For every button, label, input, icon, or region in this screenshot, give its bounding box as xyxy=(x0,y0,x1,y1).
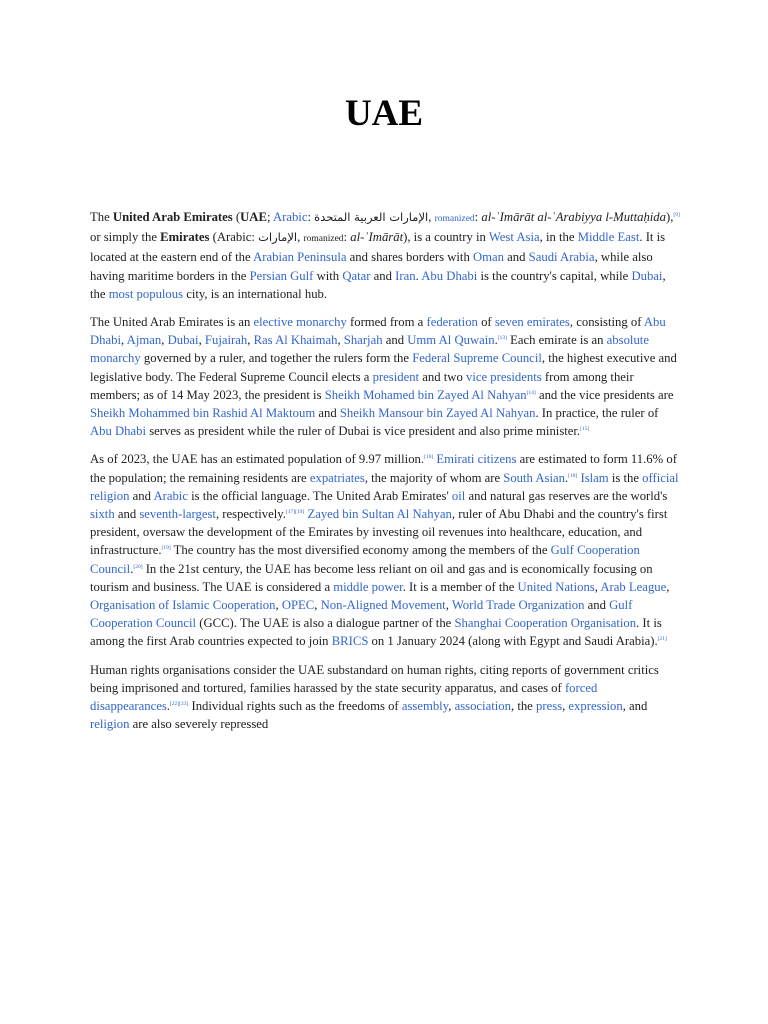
text: , in the xyxy=(539,230,578,245)
citation[interactable]: [13] xyxy=(497,335,507,342)
paragraph-government xyxy=(90,313,680,440)
link-persian-gulf[interactable]: Persian Gulf xyxy=(249,268,314,283)
text: . xyxy=(494,333,498,348)
text: , xyxy=(297,230,304,245)
text: The country has the most diversified economy among the members of the xyxy=(170,543,551,558)
paragraph-intro xyxy=(90,208,680,303)
text: The United Arab Emirates is an xyxy=(90,315,254,330)
text: and two xyxy=(419,369,466,384)
link-mohamed-bin-zayed[interactable]: Sheikh Mohamed bin Zayed Al Nahyan xyxy=(324,387,527,402)
link-elective-monarchy[interactable]: elective monarchy xyxy=(253,315,347,330)
text: ), xyxy=(666,210,674,224)
text: In the 21st century, the UAE has become less reliant on oil and gas and is economically focusing on tourism and business. The UAE is considered a xyxy=(90,561,653,594)
link-fujairah[interactable]: Fujairah xyxy=(204,333,248,348)
text: and xyxy=(315,406,340,421)
link-forced-disappearances[interactable]: forced disappearances xyxy=(90,680,598,714)
link-arab-league[interactable]: Arab League xyxy=(600,579,667,594)
link-romanized[interactable]: romanized xyxy=(434,214,475,224)
text: , xyxy=(594,579,601,594)
text: Individual rights such as the freedoms of xyxy=(188,699,402,714)
text: , xyxy=(448,699,455,714)
link-ajman[interactable]: Ajman xyxy=(126,333,162,348)
text: , the highest executive and legislative body. The Federal Supreme Council elects a xyxy=(90,351,677,384)
link-islam[interactable]: Islam xyxy=(580,470,609,485)
text: , xyxy=(337,333,344,348)
link-president[interactable]: president xyxy=(372,369,420,384)
link-west-asia[interactable]: West Asia xyxy=(488,230,540,245)
citation[interactable]: [15] xyxy=(580,426,590,433)
link-wto[interactable]: World Trade Organization xyxy=(451,598,585,613)
text: city, is an international hub. xyxy=(183,286,328,301)
text: and xyxy=(382,333,408,348)
link-official-religion[interactable]: official religion xyxy=(90,470,679,503)
link-seventh-largest[interactable]: seventh-largest xyxy=(139,507,216,522)
link-arabic[interactable]: Arabic xyxy=(272,210,308,224)
text: , xyxy=(428,210,435,224)
text: , xyxy=(121,333,127,348)
text: and xyxy=(584,598,610,613)
link-press[interactable]: press xyxy=(536,699,563,714)
link-dubai[interactable]: Dubai xyxy=(167,333,199,348)
bold-term: Emirates xyxy=(160,230,210,245)
text: , and xyxy=(622,699,648,714)
text: . It is among the first Arab countries expected to join xyxy=(90,616,662,649)
paragraph-demographics xyxy=(90,450,680,650)
link-assembly[interactable]: assembly xyxy=(401,699,449,714)
text: , the xyxy=(90,268,666,301)
link-vice-presidents[interactable]: vice presidents xyxy=(465,369,542,384)
bold-term: United Arab Emirates xyxy=(112,210,233,224)
text: As of 2023, the UAE has an estimated population of 9.97 million. xyxy=(90,452,425,467)
link-south-asian[interactable]: South Asian xyxy=(503,470,565,485)
article-body xyxy=(90,208,680,743)
italic-term: al-ʾImārāt xyxy=(350,230,404,245)
text: formed from a xyxy=(346,315,427,330)
link-expatriates[interactable]: expatriates xyxy=(309,470,365,485)
text: is the country's capital, while xyxy=(477,268,632,283)
text: : xyxy=(307,210,315,224)
text: are also severely repressed xyxy=(129,717,269,732)
text: , ruler of Abu Dhabi and the country's first president, oversaw the development of the Emirates by investing oil revenues into healthcare, education, and infrastructure. xyxy=(90,507,668,558)
link-qatar[interactable]: Qatar xyxy=(342,268,371,283)
link-zayed-bin-sultan[interactable]: Zayed bin Sultan Al Nahyan xyxy=(307,507,452,522)
text: and xyxy=(129,488,154,503)
link-saudi-arabia[interactable]: Saudi Arabia xyxy=(528,250,595,265)
text: . xyxy=(564,470,569,485)
link-expression[interactable]: expression xyxy=(568,699,623,714)
citation[interactable]: [18] xyxy=(568,472,578,479)
text: from among their members; as of 14 May 2023, the president is xyxy=(90,369,634,402)
text: , while also having maritime borders in the xyxy=(90,250,653,283)
text: , the majority of whom are xyxy=(364,470,504,485)
text: and xyxy=(114,507,140,522)
link-arabian-peninsula[interactable]: Arabian Peninsula xyxy=(253,250,347,265)
link-arabic[interactable]: Arabic xyxy=(153,488,188,503)
text: on 1 January 2024 (along with Egypt and Saudi Arabia). xyxy=(368,634,658,649)
link-abu-dhabi[interactable]: Abu Dhabi xyxy=(90,315,666,348)
link-gcc[interactable]: Gulf Cooperation Council xyxy=(90,598,633,631)
link-seven-emirates[interactable]: seven emirates xyxy=(494,315,570,330)
link-abu-dhabi[interactable]: Abu Dhabi xyxy=(90,424,147,439)
link-umm-al-quwain[interactable]: Umm Al Quwain xyxy=(407,333,495,348)
text: , xyxy=(445,598,452,613)
link-mohammed-bin-rashid[interactable]: Sheikh Mohammed bin Rashid Al Maktoum xyxy=(90,406,316,421)
text: , xyxy=(666,579,670,594)
link-federation[interactable]: federation xyxy=(426,315,478,330)
text: : xyxy=(343,230,351,245)
text: Human rights organisations consider the UAE substandard on human rights, citing reports of government critics being imprisoned and tortured, families harassed by the state security apparatus, and cases of xyxy=(90,662,659,695)
link-sixth[interactable]: sixth xyxy=(90,507,115,522)
link-iran[interactable]: Iran xyxy=(395,268,416,283)
text: and xyxy=(504,250,529,265)
text: (Arabic: xyxy=(209,230,259,245)
link-federal-supreme-council[interactable]: Federal Supreme Council xyxy=(412,351,542,366)
romanized-label: romanized xyxy=(303,234,344,245)
citation[interactable]: [14] xyxy=(526,389,536,396)
text: are estimated to form 11.6% of the population; the remaining residents are xyxy=(90,452,677,485)
link-association[interactable]: association xyxy=(454,699,511,714)
link-ras-al-khaimah[interactable]: Ras Al Khaimah xyxy=(253,333,338,348)
paragraph-human-rights xyxy=(90,661,680,734)
link-united-nations[interactable]: United Nations xyxy=(517,579,595,594)
citation[interactable]: [16] xyxy=(424,454,434,461)
link-abu-dhabi[interactable]: Abu Dhabi xyxy=(421,268,478,283)
citation[interactable]: [22][23] xyxy=(169,701,189,708)
link-sharjah[interactable]: Sharjah xyxy=(343,333,383,348)
text: ), is a country in xyxy=(403,230,489,245)
text: . It is a member of the xyxy=(402,579,518,594)
text: . xyxy=(166,699,170,714)
text: . xyxy=(415,268,422,283)
citation[interactable]: [20] xyxy=(133,563,143,570)
text: , xyxy=(198,333,205,348)
text: : xyxy=(474,210,482,224)
text: and the vice presidents are xyxy=(535,387,674,402)
link-gcc[interactable]: Gulf Cooperation Council xyxy=(90,543,640,576)
text: , the xyxy=(510,699,536,714)
link-dubai[interactable]: Dubai xyxy=(631,268,663,283)
link-mansour-bin-zayed[interactable]: Sheikh Mansour bin Zayed Al Nahyan xyxy=(339,406,536,421)
link-oil[interactable]: oil xyxy=(451,488,466,503)
text: The xyxy=(90,210,113,224)
text: . It is located at the eastern end of the xyxy=(90,230,666,265)
link-sco[interactable]: Shanghai Cooperation Organisation xyxy=(454,616,637,631)
text: and natural gas reserves are the world's xyxy=(465,488,668,503)
citation[interactable]: [17][19] xyxy=(285,509,305,516)
link-oman[interactable]: Oman xyxy=(472,250,504,265)
text: (GCC). The UAE is also a dialogue partner of the xyxy=(196,616,455,631)
text: or simply the xyxy=(90,230,161,245)
link-middle-power[interactable]: middle power xyxy=(333,579,403,594)
text: of xyxy=(477,315,495,330)
link-emirati-citizens[interactable]: Emirati citizens xyxy=(436,452,517,467)
bold-term: UAE xyxy=(240,210,267,224)
text: ; xyxy=(266,210,273,224)
text: Each emirate is an xyxy=(506,333,607,348)
text: , xyxy=(247,333,254,348)
text: . xyxy=(130,561,134,576)
text: , xyxy=(562,699,569,714)
link-most-populous[interactable]: most populous xyxy=(108,286,184,301)
text: , xyxy=(275,598,282,613)
text: and xyxy=(370,268,396,283)
text: serves as president while the ruler of Dubai is vice president and also prime minister. xyxy=(146,424,581,439)
citation[interactable]: [19] xyxy=(161,545,171,552)
citation[interactable]: [21] xyxy=(657,636,667,643)
link-non-aligned-movement[interactable]: Non-Aligned Movement xyxy=(320,598,446,613)
text: , xyxy=(161,333,168,348)
page-title: UAE xyxy=(344,93,424,134)
link-opec[interactable]: OPEC xyxy=(281,598,315,613)
citation[interactable]: [9] xyxy=(673,212,680,218)
text: , respectively. xyxy=(215,507,286,522)
text: and shares borders with xyxy=(346,250,473,265)
text: . In practice, the ruler of xyxy=(535,406,659,421)
italic-term: al-ʾImārāt al-ʿArabiyya l-Muttaḥida xyxy=(481,210,666,224)
text: with xyxy=(313,268,343,283)
link-brics[interactable]: BRICS xyxy=(331,634,369,649)
link-middle-east[interactable]: Middle East xyxy=(577,230,640,245)
text: governed by a ruler, and together the rulers form the xyxy=(140,351,413,366)
text: , xyxy=(314,598,321,613)
text: , consisting of xyxy=(569,315,644,330)
link-religion[interactable]: religion xyxy=(90,717,130,732)
text: is the official language. The United Arab Emirates' xyxy=(187,488,452,503)
text: ( xyxy=(232,210,241,224)
link-absolute-monarchy[interactable]: absolute monarchy xyxy=(90,333,649,366)
text: is the xyxy=(608,470,643,485)
link-oic[interactable]: Organisation of Islamic Cooperation xyxy=(90,598,276,613)
arabic-text: الإمارات العربية المتحدة xyxy=(314,210,429,224)
arabic-text: الإمارات xyxy=(258,230,298,245)
